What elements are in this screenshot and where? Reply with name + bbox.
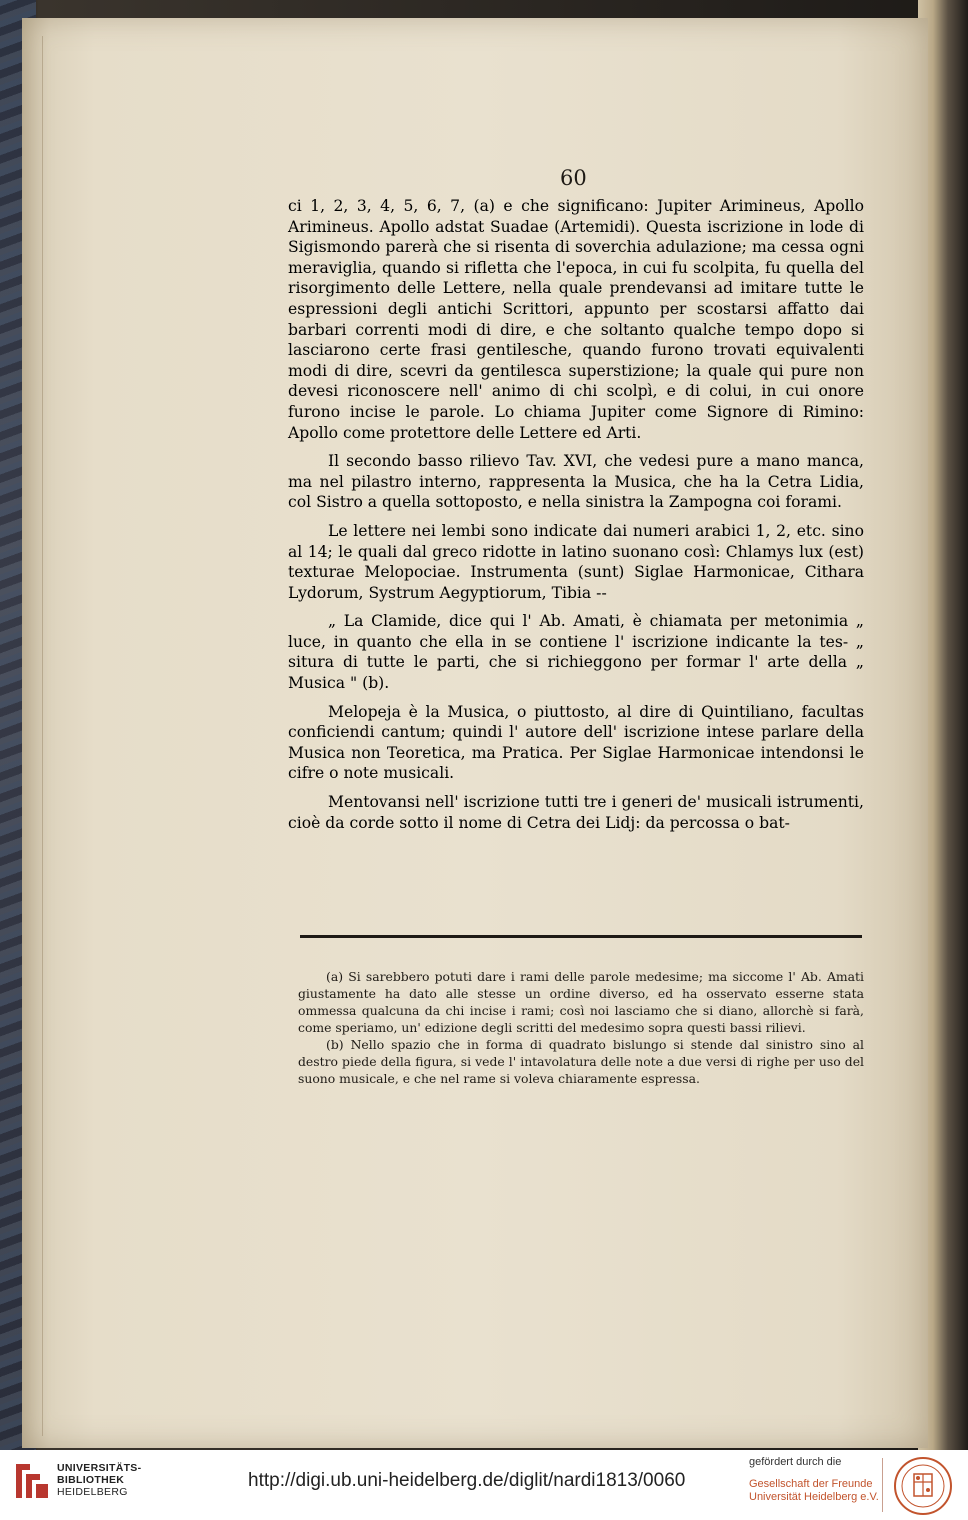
university-name-line-3: HEIDELBERG: [57, 1486, 128, 1498]
sponsor-name-line-2: Universität Heidelberg e.V.: [749, 1491, 879, 1503]
footnote-rule: [300, 935, 862, 938]
main-text: [288, 196, 864, 841]
university-name-line-1: UNIVERSITÄTS-: [57, 1462, 142, 1474]
university-library-logo-icon[interactable]: [10, 1458, 52, 1502]
sponsor-label: gefördert durch die: [749, 1456, 842, 1468]
footnote-b: (b) Nello spazio che in forma di quadrato bislungo si stende dal sinistro sino al destro piede della figura, si vede l' intavolatura delle note a due versi di righe per uso del suono musicale, e che nel rame si voleva chiaramente espressa.: [298, 1037, 864, 1086]
page-number: 60: [560, 166, 587, 190]
paragraph-3: Le lettere nei lembi sono indicate dai numeri arabici 1, 2, etc. sino al 14; le quali dal greco ridotte in latino suonano così: Chlamys lux (est) texturae Melopociae. Instrumenta (sunt) Siglae Harmonicae, Cithara Lydorum, Systrum Aegyptiorum, Tibia --: [288, 521, 864, 602]
society-seal-icon[interactable]: [892, 1456, 954, 1516]
paragraph-2: Il secondo basso rilievo Tav. XVI, che vedesi pure a mano manca, ma nel pilastro interno, rappresenta la Musica, che ha la Cetra Lidia, col Sistro a quella sottoposto, e nella sinistra la Zampogna coi forami.: [288, 452, 864, 512]
footnote-a: (a) Si sarebbero potuti dare i rami delle parole medesime; ma siccome l' Ab. Amati giustamente ha dato alle stesse un ordine diverso, ed ha osservato esserne stata ommessa qualcuna da chi incise i rami; così noi lasciamo che si diano, allorchè si farà, come speriamo, un' edizione degli scritti del medesimo sopra questi bassi rilievi.: [298, 969, 864, 1035]
paragraph-6: Mentovansi nell' iscrizione tutti tre i generi de' musicali istrumenti, cioè da corde sotto il nome di Cetra dei Lidj: da percossa o bat-: [288, 793, 864, 832]
sponsor-name[interactable]: [749, 1478, 879, 1504]
sponsor-name-line-1: Gesellschaft der Freunde: [749, 1478, 873, 1490]
permalink-url[interactable]: http://digi.ub.uni-heidelberg.de/diglit/nardi1813/0060: [248, 1470, 686, 1491]
paragraph-5: Melopeja è la Musica, o piuttosto, al dire di Quintiliano, facultas conficiendi cantum; quindi l' autore dell' iscrizione intese parlare della Musica non Teoretica, ma Pratica. Per Siglae Harmonicae intendonsi le cifre o note musicali.: [288, 702, 864, 783]
paragraph-1: ci 1, 2, 3, 4, 5, 6, 7, (a) e che significano: Jupiter Arimineus, Apollo Arimineus. Apollo adstat Suadae (Artemidi). Questa iscrizione in lode di Sigismondo parerà che si risenta di soverchia adulazione; ma cessa ogni meraviglia, quando si rifletta che l'epoca, in cui fu scolpita, fu quella del risorgimento delle Lettere, nella quale prendevansi ad imitare tutte le espressioni degli antichi Scrittori, appunto per scostarsi affatto dai barbari correnti modi di dire, e che soltanto qualche tempo dopo si lasciarono certe frasi gentilesche, quando furono trovati equivalenti modi di dire, scevri da gentilesca superstizione; la quale qui pure non devesi riconoscere nell' animo di chi scolpì, e di colui, in cui onore furono incise le parole. Lo chiama Jupiter come Signore di Rimino: Apollo come protettore delle Lettere ed Arti.: [288, 197, 864, 442]
university-name-line-2: BIBLIOTHEK: [57, 1474, 125, 1486]
sponsor-divider: [882, 1458, 883, 1512]
paragraph-4-quote: „ La Clamide, dice qui l' Ab. Amati, è chiamata per metonimia „ luce, in quanto che ella in se contiene l' iscrizione indicante la tes- „ situra di tutte le parti, che si richieggono per formar l' arte della „ Musica " (b).: [288, 612, 864, 693]
viewer-footer: [0, 1450, 968, 1520]
footnotes: [298, 968, 864, 1087]
university-library-name[interactable]: [57, 1462, 141, 1498]
